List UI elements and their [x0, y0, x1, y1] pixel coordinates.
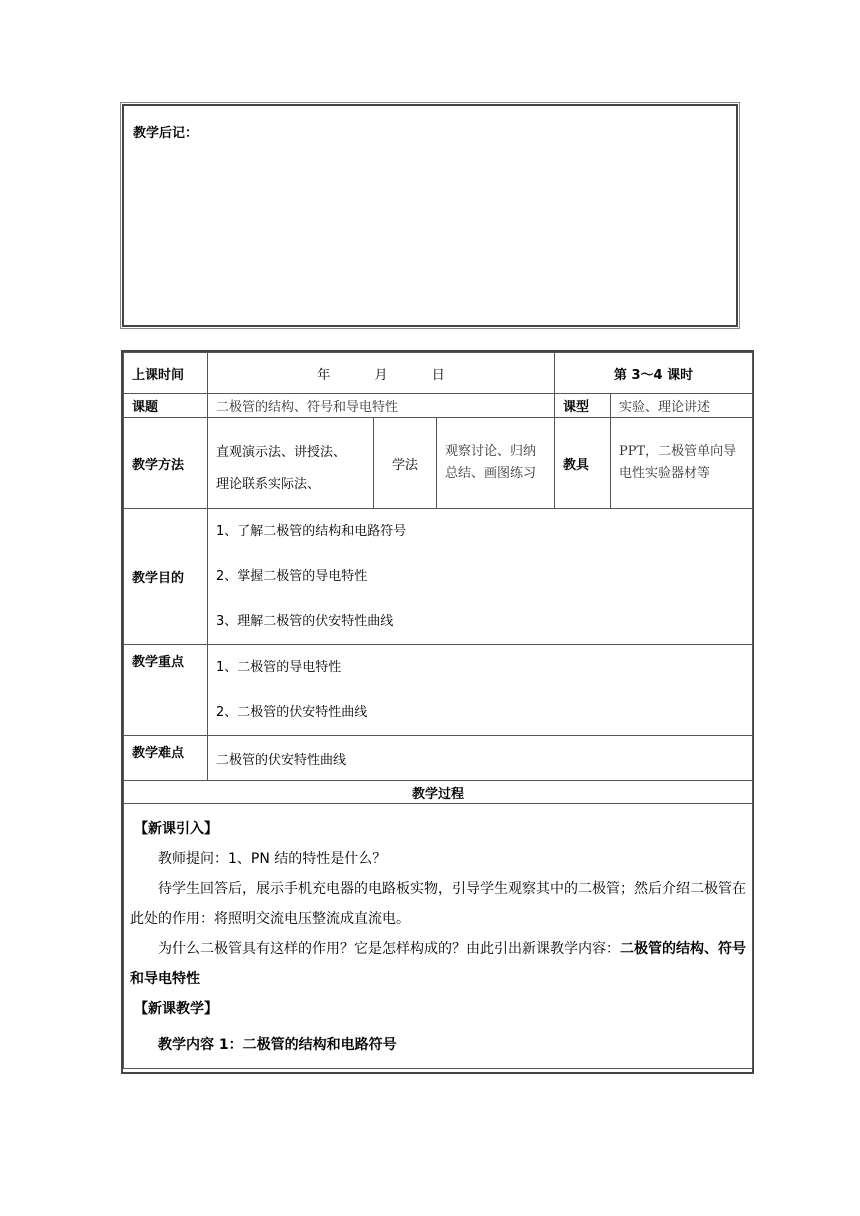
- lesson-plan-table: [121, 350, 754, 1074]
- class-time-label: 上课时间: [124, 353, 208, 394]
- tools-value: PPT，二极管单向导电性实验器材等: [611, 418, 753, 509]
- content-1-heading: 教学内容 1：二极管的结构和电路符号: [158, 1037, 397, 1053]
- date-month: 月: [374, 367, 388, 383]
- teaching-notes-title: 教学后记：: [133, 126, 199, 141]
- method-line-2: 理论联系实际法、: [216, 477, 321, 492]
- key-label: 教学重点: [124, 645, 208, 736]
- type-value: 实验、理论讲述: [611, 394, 753, 418]
- difficulty-value: 二极管的伏安特性曲线: [208, 736, 753, 781]
- type-label: 课型: [555, 394, 611, 418]
- method-line-1: 直观演示法、讲授法、: [216, 445, 347, 460]
- lead-in-topic: 二极管的结构、符号和导电特性: [130, 941, 746, 987]
- method-label: 教学方法: [124, 418, 208, 509]
- date-year: 年: [317, 367, 331, 383]
- date-day: 日: [431, 367, 445, 383]
- goal-item: 2、掌握二极管的导电特性: [216, 569, 368, 584]
- teacher-question: 教师提问：1、PN 结的特性是什么？: [158, 851, 387, 867]
- difficulty-label: 教学难点: [124, 736, 208, 781]
- intro-heading: 【新课引入】: [134, 821, 218, 837]
- process-header: 教学过程: [124, 781, 753, 804]
- class-period: 第 3～4 课时: [555, 353, 753, 394]
- key-item: 2、二极管的伏安特性曲线: [216, 705, 368, 720]
- lead-in-paragraph: [130, 934, 746, 994]
- goal-item: 1、了解二极管的结构和电路符号: [216, 524, 407, 539]
- goal-item: 3、理解二极管的伏安特性曲线: [216, 614, 394, 629]
- lead-in-text: 为什么二极管具有这样的作用？它是怎样构成的？由此引出新课教学内容：: [158, 941, 620, 957]
- method-value: [208, 418, 374, 509]
- topic-label: 课题: [124, 394, 208, 418]
- study-label: 学法: [374, 418, 437, 509]
- key-list: [208, 645, 753, 736]
- key-item: 1、二极管的导电特性: [216, 660, 342, 675]
- intro-paragraph: 待学生回答后，展示手机充电器的电路板实物，引导学生观察其中的二极管；然后介绍二极管在此处的作用：将照明交流电压整流成直流电。: [130, 881, 746, 927]
- topic-value: 二极管的结构、符号和导电特性: [208, 394, 555, 418]
- study-value: 观察讨论、归纳总结、画图练习: [437, 418, 555, 509]
- teaching-notes-box: [122, 104, 738, 327]
- tools-label: 教具: [555, 418, 611, 509]
- goal-list: [208, 509, 753, 645]
- class-date: [208, 353, 555, 394]
- process-content: [124, 804, 753, 1069]
- goal-label: 教学目的: [124, 509, 208, 645]
- new-teaching-heading: 【新课教学】: [134, 1001, 218, 1017]
